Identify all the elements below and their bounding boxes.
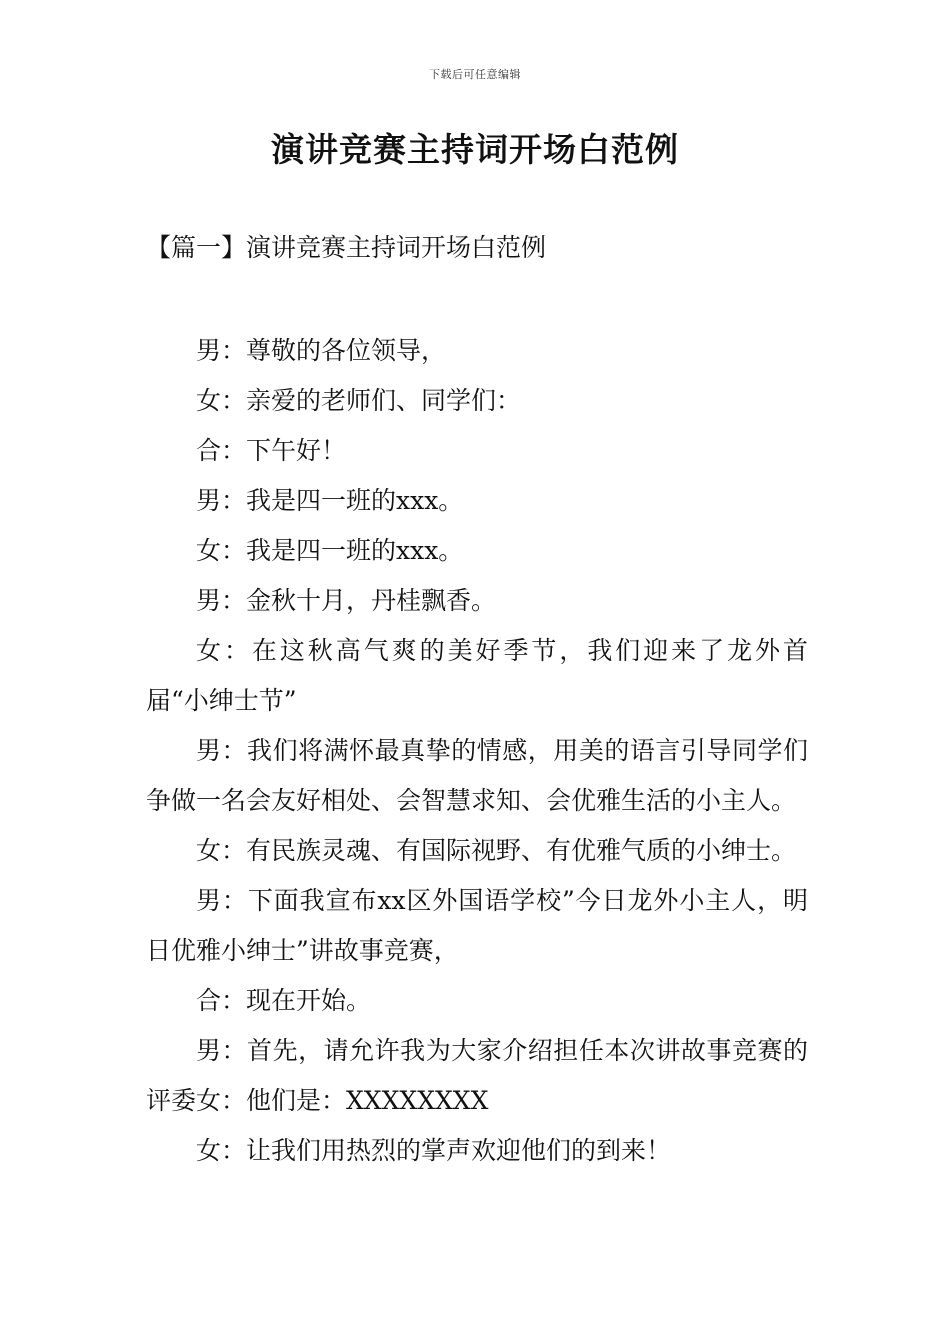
header-note: 下载后可任意编辑: [429, 68, 521, 81]
document-body: [146, 326, 808, 1176]
document-title: 演讲竞赛主持词开场白范例: [271, 130, 679, 169]
paragraph: 男：首先，请允许我为大家介绍担任本次讲故事竞赛的评委女：他们是：XXXXXXXX: [146, 1036, 808, 1115]
paragraph: 女：我是四一班的xxx。: [196, 536, 464, 565]
paragraph: 男：金秋十月，丹桂飘香。: [196, 586, 497, 615]
paragraph: 男：尊敬的各位领导，: [196, 336, 447, 365]
paragraph: 女：在这秋高气爽的美好季节，我们迎来了龙外首届“小绅士节”: [146, 636, 808, 715]
paragraph: 女：让我们用热烈的掌声欢迎他们的到来！: [196, 1136, 672, 1165]
paragraph: 男：我是四一班的xxx。: [196, 486, 464, 515]
paragraph: 女：亲爱的老师们、同学们：: [196, 386, 522, 415]
paragraph: 女：有民族灵魂、有国际视野、有优雅气质的小绅士。: [196, 836, 797, 865]
paragraph: 男：下面我宣布xx区外国语学校”今日龙外小主人，明日优雅小绅士”讲故事竞赛，: [146, 886, 808, 965]
section-heading: 【篇一】演讲竞赛主持词开场白范例: [146, 233, 547, 262]
paragraph: 合：现在开始。: [196, 986, 372, 1015]
paragraph: 合：下午好！: [196, 436, 347, 465]
paragraph: 男：我们将满怀最真挚的情感，用美的语言引导同学们争做一名会友好相处、会智慧求知、会优雅生活的小主人。: [146, 736, 808, 815]
